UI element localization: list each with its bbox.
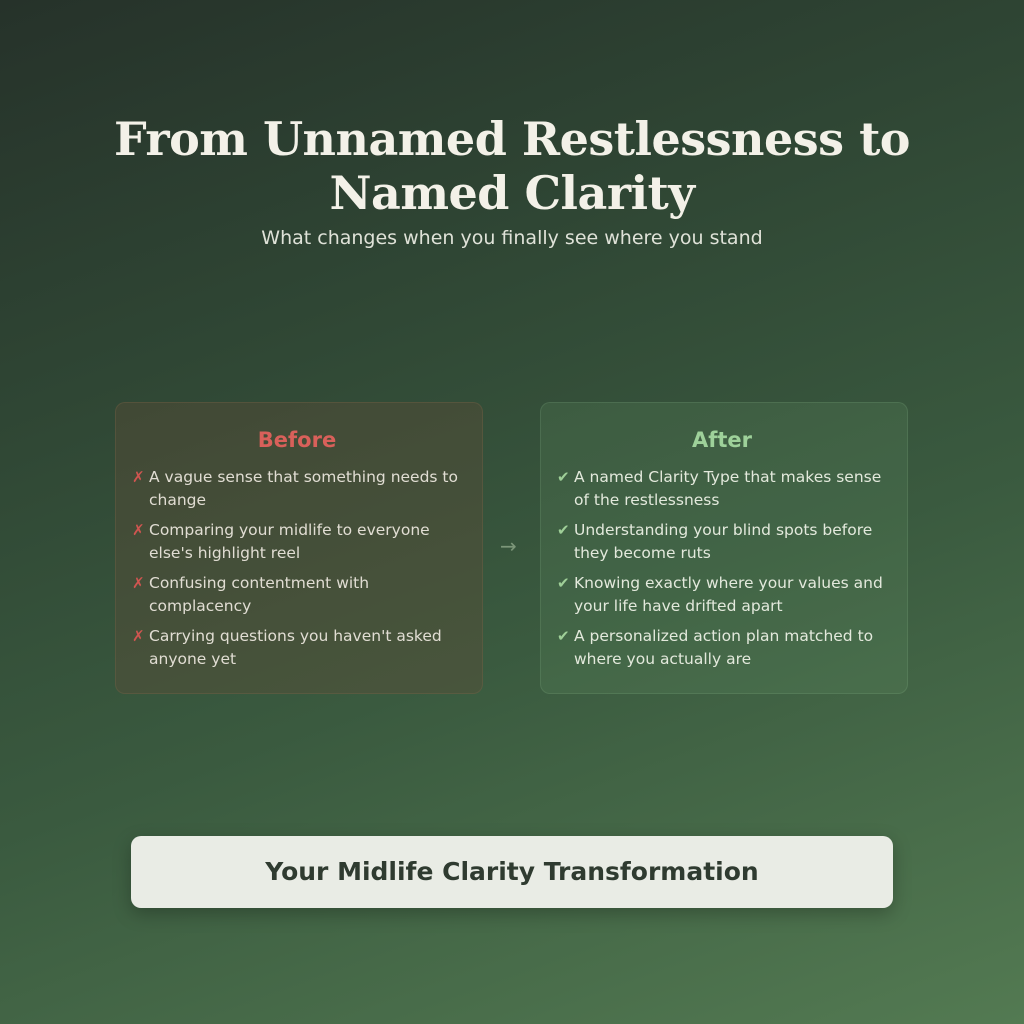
title-line-1: From Unnamed Restlessness to [113,112,910,166]
check-icon: ✔ [557,521,570,539]
title-line-2: Named Clarity [329,166,695,220]
page-title [0,112,1024,220]
after-list [557,466,887,671]
page-subtitle: What changes when you finally see where you stand [261,227,763,249]
after-list-item [557,572,887,618]
after-list-item [557,625,887,671]
before-item-text: A vague sense that something needs to change [149,468,458,509]
cross-icon: ✗ [132,574,145,592]
before-list-item [132,572,462,618]
cross-icon: ✗ [132,468,145,486]
before-list [132,466,462,671]
before-item-text: Confusing contentment with complacency [149,574,370,615]
arrow-right-icon: → [500,534,517,558]
after-item-text: Understanding your blind spots before they become ruts [574,521,873,562]
before-item-text: Comparing your midlife to everyone else's highlight reel [149,521,430,562]
check-icon: ✔ [557,627,570,645]
after-heading: After [691,428,753,452]
cross-icon: ✗ [132,521,145,539]
after-list-item [557,519,887,565]
before-card [115,402,483,694]
before-heading: Before [257,428,337,452]
transformation-cta-button[interactable]: Your Midlife Clarity Transformation [131,836,893,908]
before-list-item [132,519,462,565]
before-item-text: Carrying questions you haven't asked anyone yet [149,627,442,668]
after-item-text: A personalized action plan matched to where you actually are [574,627,874,668]
before-list-item [132,466,462,512]
after-list-item [557,466,887,512]
after-item-text: A named Clarity Type that makes sense of the restlessness [574,468,882,509]
check-icon: ✔ [557,468,570,486]
before-list-item [132,625,462,671]
after-item-text: Knowing exactly where your values and your life have drifted apart [574,574,883,615]
after-card [540,402,908,694]
cross-icon: ✗ [132,627,145,645]
check-icon: ✔ [557,574,570,592]
